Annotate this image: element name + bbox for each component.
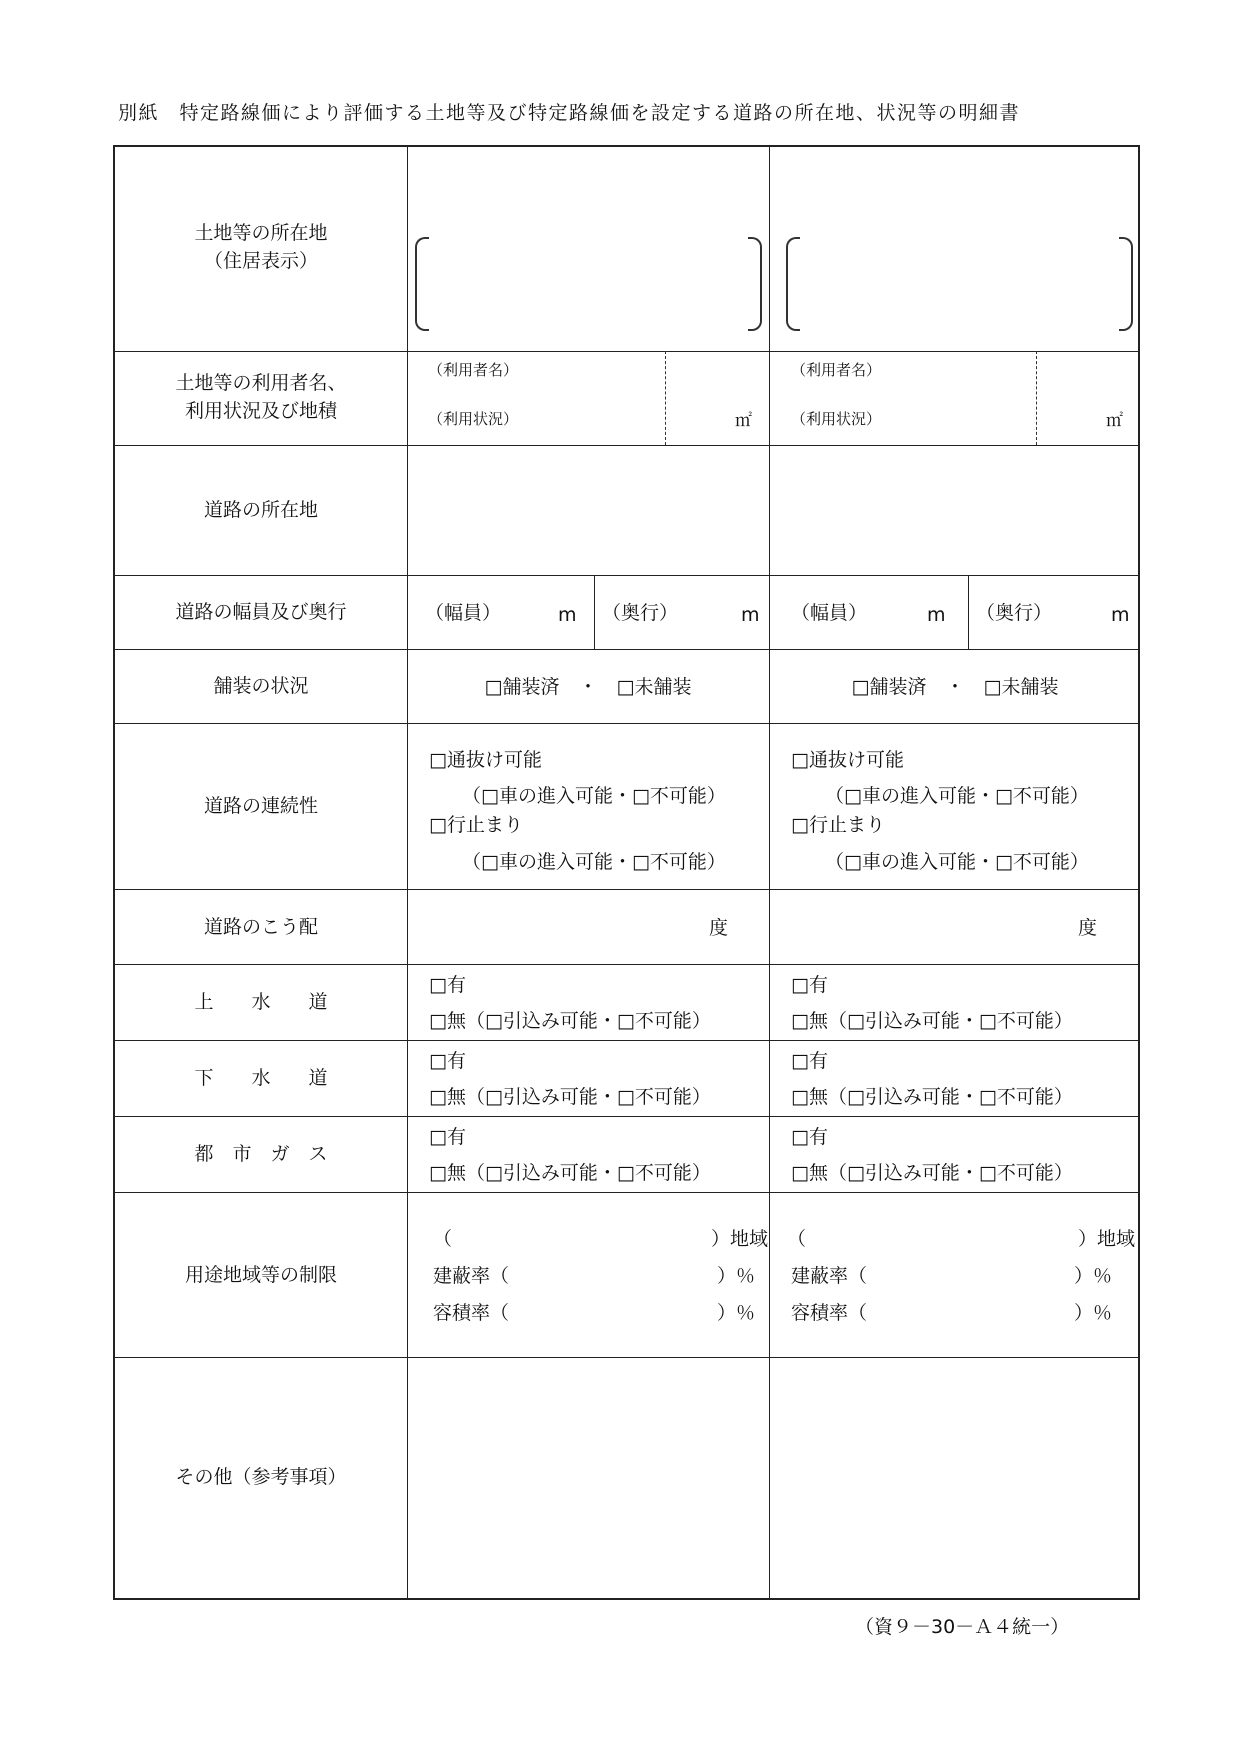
paving-label: 舗装の状況: [213, 675, 309, 697]
user-sublabel: 利用状況及び地積: [184, 400, 337, 422]
row-divider: [115, 649, 1138, 650]
bracket-left: [786, 237, 800, 331]
far-pct: ）％: [1074, 1302, 1113, 1324]
bracket-left: [415, 237, 429, 331]
row-divider: [115, 445, 1138, 446]
row-divider: [115, 964, 1138, 965]
bracket-right: [748, 237, 762, 331]
no-option[interactable]: □無（□引込み可能・□不可能）: [791, 1086, 1073, 1108]
yes-option[interactable]: □有: [429, 1126, 466, 1148]
yes-option[interactable]: □有: [791, 974, 828, 996]
row-divider: [115, 889, 1138, 890]
road-location-label: 道路の所在地: [203, 499, 318, 521]
through-option[interactable]: □通抜け可能: [791, 749, 904, 771]
yes-option[interactable]: □有: [429, 974, 466, 996]
car-access-option[interactable]: （□車の進入可能・□不可能）: [462, 785, 726, 807]
area-unit: ㎡: [1106, 411, 1123, 431]
gas-label: 都 市 ガ ス: [194, 1143, 328, 1165]
zoning-label: 用途地域等の制限: [184, 1264, 337, 1286]
no-option[interactable]: □無（□引込み可能・□不可能）: [429, 1010, 711, 1032]
width-label: （幅員）: [425, 602, 502, 624]
no-option[interactable]: □無（□引込み可能・□不可能）: [791, 1010, 1073, 1032]
user-status-label: （利用状況）: [428, 410, 519, 428]
zone-area: ）地域: [1078, 1228, 1136, 1250]
row-divider: [115, 575, 1138, 576]
yes-option[interactable]: □有: [429, 1050, 466, 1072]
width-unit: m: [927, 604, 946, 626]
car-access-option[interactable]: （□車の進入可能・□不可能）: [825, 785, 1089, 807]
location-sublabel: （住居表示）: [203, 250, 318, 272]
yes-option[interactable]: □有: [791, 1126, 828, 1148]
row-divider: [115, 1040, 1138, 1041]
col-divider: [407, 147, 408, 1600]
depth-label: （奥行）: [976, 602, 1053, 624]
coverage-pct: ）％: [717, 1265, 756, 1287]
width-depth-label: 道路の幅員及び奥行: [175, 601, 347, 623]
width-label: （幅員）: [791, 602, 868, 624]
row-divider: [115, 1192, 1138, 1193]
col-divider: [968, 575, 969, 649]
bracket-right: [1119, 237, 1133, 331]
car-access-option[interactable]: （□車の進入可能・□不可能）: [462, 851, 726, 873]
depth-unit: m: [1111, 604, 1130, 626]
dashed-divider: [1036, 351, 1037, 445]
user-name-label: （利用者名）: [791, 361, 882, 379]
no-option[interactable]: □無（□引込み可能・□不可能）: [429, 1162, 711, 1184]
water-label: 上 水 道: [194, 991, 328, 1013]
coverage-label: 建蔽率（: [791, 1265, 868, 1287]
depth-label: （奥行）: [602, 602, 679, 624]
far-pct: ）％: [717, 1302, 756, 1324]
coverage-label: 建蔽率（: [433, 1265, 510, 1287]
continuity-label: 道路の連続性: [203, 795, 318, 817]
slope-label: 道路のこう配: [203, 916, 318, 938]
row-divider: [115, 1357, 1138, 1358]
form-table: [113, 145, 1140, 1600]
location-label: 土地等の所在地: [194, 222, 328, 244]
dashed-divider: [665, 351, 666, 445]
far-label: 容積率（: [433, 1302, 510, 1324]
row-divider: [115, 1116, 1138, 1117]
depth-unit: m: [741, 604, 760, 626]
row-divider: [115, 351, 1138, 352]
page-title: 別紙 特定路線価により評価する土地等及び特定路線価を設定する道路の所在地、状況等の明細書: [118, 102, 1021, 124]
other-label: その他（参考事項）: [175, 1466, 347, 1488]
through-option[interactable]: □通抜け可能: [429, 749, 542, 771]
slope-unit: 度: [1078, 917, 1098, 939]
zone-area: ）地域: [711, 1228, 769, 1250]
no-option[interactable]: □無（□引込み可能・□不可能）: [791, 1162, 1073, 1184]
dead-end-option[interactable]: □行止まり: [791, 814, 885, 836]
no-option[interactable]: □無（□引込み可能・□不可能）: [429, 1086, 711, 1108]
col-divider: [594, 575, 595, 649]
row-divider: [115, 723, 1138, 724]
far-label: 容積率（: [791, 1302, 868, 1324]
zone-open: （: [787, 1228, 807, 1250]
paving-options[interactable]: □舗装済 ・ □未舗装: [484, 676, 692, 698]
width-unit: m: [558, 604, 577, 626]
zone-open: （: [433, 1228, 453, 1250]
coverage-pct: ）％: [1074, 1265, 1113, 1287]
user-name-label: （利用者名）: [428, 361, 519, 379]
paving-options[interactable]: □舗装済 ・ □未舗装: [851, 676, 1059, 698]
user-label: 土地等の利用者名、: [175, 372, 347, 394]
col-divider: [769, 147, 770, 1600]
dead-end-option[interactable]: □行止まり: [429, 814, 523, 836]
area-unit: ㎡: [735, 411, 752, 431]
slope-unit: 度: [709, 917, 729, 939]
yes-option[interactable]: □有: [791, 1050, 828, 1072]
form-code: （資９－30－Ａ４統一）: [855, 1616, 1070, 1638]
sewer-label: 下 水 道: [194, 1067, 328, 1089]
user-status-label: （利用状況）: [791, 410, 882, 428]
car-access-option[interactable]: （□車の進入可能・□不可能）: [825, 851, 1089, 873]
